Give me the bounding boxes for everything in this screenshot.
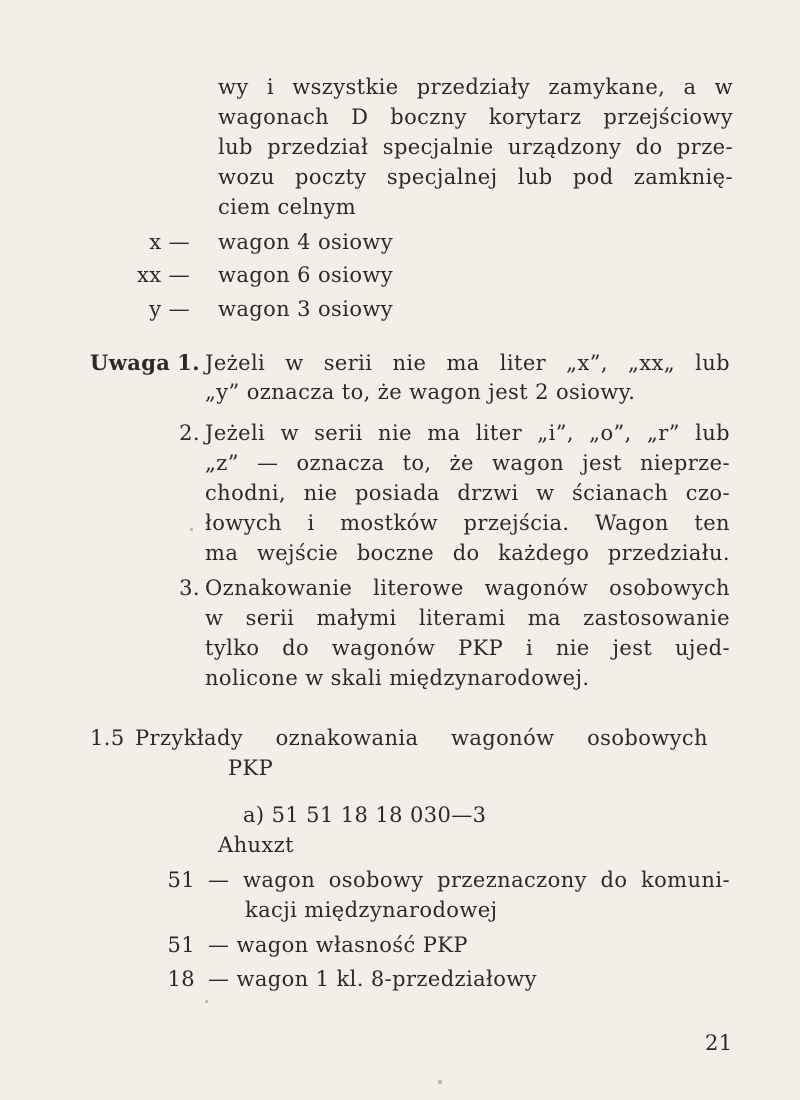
- entry-number: 18: [167, 967, 195, 991]
- code-desc: wagon 4 osiowy: [218, 230, 394, 254]
- note-line: „z” — oznacza to, że wagon jest nieprze-: [205, 451, 730, 475]
- intro-line: lub przedział specjalnie urządzony do prze-: [218, 135, 733, 159]
- intro-line: wy i wszystkie przedziały zamykane, a w: [218, 75, 733, 99]
- note-label: Uwaga: [90, 350, 171, 375]
- entry-line: — wagon 1 kl. 8-przedziałowy: [208, 967, 537, 991]
- section-title: Przykłady oznakowania wagonów osobowych: [135, 726, 708, 750]
- page-number: 21: [705, 1031, 733, 1055]
- entry-number: 51: [167, 933, 195, 957]
- note-line: w serii małymi literami ma zastosowanie: [205, 606, 730, 630]
- example-code: a) 51 51 18 18 030—3: [243, 803, 487, 827]
- note-number: 2.: [179, 421, 200, 445]
- entry-line: kacji międzynarodowej: [245, 898, 498, 922]
- intro-line: ciem celnym: [218, 195, 357, 219]
- note-line: Jeżeli w serii nie ma liter „i”, „o”, „r” lub: [205, 421, 730, 445]
- paper-speck: [438, 1080, 442, 1084]
- section-title-continuation: PKP: [228, 756, 274, 780]
- code-key: y —: [149, 297, 190, 321]
- note-line: tylko do wagonów PKP i nie jest ujed-: [205, 636, 730, 660]
- code-desc: wagon 3 osiowy: [218, 297, 394, 321]
- entry-number: 51: [167, 868, 195, 892]
- note-line: łowych i mostków przejścia. Wagon ten: [205, 511, 730, 535]
- note-line: chodni, nie posiada drzwi w ścianach czo-: [205, 481, 730, 505]
- note-line: Oznakowanie literowe wagonów osobowych: [205, 576, 730, 600]
- entry-line: — wagon własność PKP: [208, 933, 468, 957]
- intro-line: wagonach D boczny korytarz przejściowy: [218, 105, 733, 129]
- note-line: Jeżeli w serii nie ma liter „x”, „xx„ lub: [205, 351, 730, 375]
- note-line: „y” oznacza to, że wagon jest 2 osiowy.: [205, 380, 636, 404]
- paper-speck: [190, 528, 193, 531]
- code-key: xx —: [137, 263, 190, 287]
- example-letters: Ahuxzt: [218, 833, 294, 857]
- intro-line: wozu poczty specjalnej lub pod zamknię-: [218, 165, 733, 189]
- note-line: ma wejście boczne do każdego przedziału.: [205, 541, 730, 565]
- paper-speck: [205, 1000, 208, 1003]
- note-number: 3.: [179, 576, 200, 600]
- note-line: nolicone w skali międzynarodowej.: [205, 666, 590, 690]
- code-desc: wagon 6 osiowy: [218, 263, 394, 287]
- note-number: 1.: [177, 350, 200, 375]
- code-key: x —: [149, 230, 190, 254]
- section-number: 1.5: [90, 726, 125, 750]
- entry-line: — wagon osobowy przeznaczony do komuni-: [208, 868, 730, 892]
